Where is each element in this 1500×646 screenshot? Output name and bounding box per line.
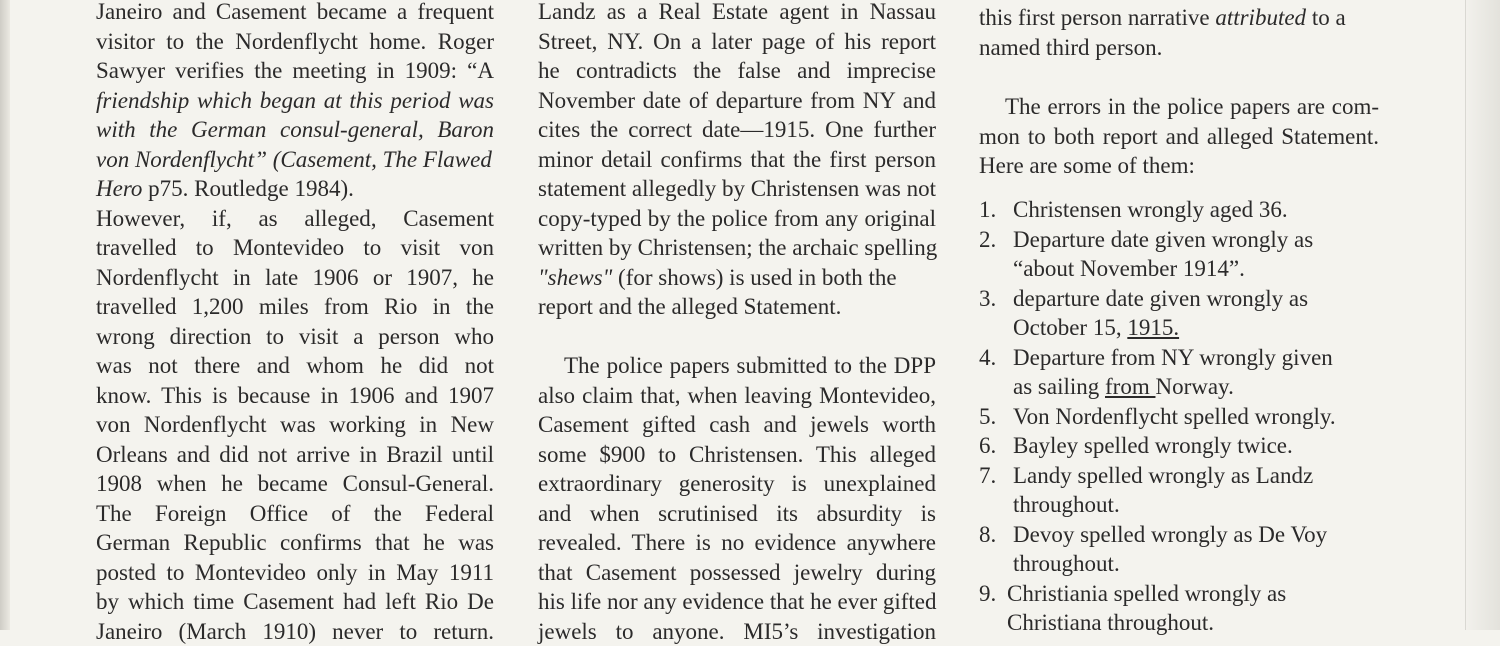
list-number: 4.: [979, 344, 997, 370]
paragraph-line: Casement gifted cash and jewels worth: [538, 412, 936, 437]
cut-off-line: jewels to anyone. MI5’s investigation: [538, 618, 936, 644]
list-text: Christiana throughout.: [1007, 610, 1214, 635]
quote-end: von Nordenflycht”: [96, 146, 267, 172]
list-number: 2.: [979, 226, 997, 252]
list-text: throughout.: [1013, 492, 1120, 517]
paragraph-line: know. This is because in 1906 and 1907: [96, 382, 494, 408]
page-gutter-shadow: [0, 0, 10, 630]
list-text: Christensen wrongly aged 36.: [1013, 197, 1288, 222]
list-number: 8.: [979, 521, 997, 547]
paragraph-line: and when scrutinised its absurdity is: [538, 500, 936, 526]
book-title: (Casement, The Flawed: [272, 146, 492, 172]
paragraph-line: 1908 when he became Consul-General.: [96, 471, 494, 496]
paragraph-line: posted to Montevideo only in May 1911: [96, 559, 494, 585]
page-right-edge: [1465, 0, 1500, 630]
paragraph-line: written by Christensen; the archaic spelling: [538, 235, 938, 260]
paragraph-line: Orleans and did not arrive in Brazil until: [96, 441, 494, 467]
paragraph-line: Here are some of them:: [979, 153, 1195, 178]
list-number: 3.: [979, 285, 997, 311]
paragraph-line: extraordinary generosity is unexplained: [538, 471, 936, 496]
paragraph-line: Street, NY. On a later page of his report: [538, 28, 936, 54]
book-title-end: Hero: [96, 176, 143, 201]
list-number: 6.: [979, 433, 997, 458]
paragraph-line: cites the correct date—1915. One further: [538, 117, 936, 142]
quote-line: friendship which began at this period was: [96, 87, 494, 113]
paragraph-line: The Foreign Office of the Federal: [96, 500, 494, 526]
citation-details: p75. Routledge 1984).: [148, 176, 354, 201]
emphasis: attributed: [1215, 5, 1307, 30]
paragraph-line: November date of departure from NY and: [538, 87, 936, 113]
citation-line: [96, 174, 494, 204]
paragraph-line: German Republic confirms that he was: [96, 530, 494, 555]
paragraph-line: some $900 to Christensen. This alleged: [538, 441, 936, 467]
paragraph-line: named third person.: [979, 34, 1163, 60]
list-text: departure date given wrongly as: [1013, 285, 1309, 311]
paragraph-line: The police papers submitted to the DPP: [564, 353, 936, 378]
paragraph-line: revealed. There is no evidence anywhere: [538, 530, 936, 555]
list-text: throughout.: [1013, 551, 1120, 576]
cut-off-line: Janeiro (March 1910) never to return.: [96, 618, 494, 644]
paragraph-line: this first person narrative attributed to a: [979, 5, 1346, 30]
paragraph-line: also claim that, when leaving Montevideo,: [538, 382, 936, 408]
list-number: 1.: [979, 197, 997, 222]
archaic-spelling: "shews": [538, 264, 613, 290]
paragraph-line: was not there and whom he did not: [96, 353, 494, 378]
paragraph-line: he contradicts the false and imprecise: [538, 58, 936, 83]
paragraph-line: copy-typed by the police from any original: [538, 205, 936, 231]
paragraph-line: report and the alleged Statement.: [538, 294, 842, 319]
list-text: Von Nordenflycht spelled wrongly.: [1013, 403, 1336, 429]
paragraph-line: by which time Casement had left Rio De: [96, 589, 494, 614]
paragraph-line: mon to both report and alleged Statement.: [979, 123, 1379, 149]
paragraph-line: wrong direction to visit a person who: [96, 323, 494, 349]
paragraph-line: Janeiro and Casement became a frequent: [96, 0, 494, 24]
paragraph-line: "shews" (for shows) is used in both the: [538, 264, 897, 290]
list-text: Christiania spelled wrongly as: [1007, 580, 1287, 606]
paragraph-line: However, if, as alleged, Casement: [96, 205, 494, 231]
paragraph-line: his life nor any evidence that he ever gifted: [538, 589, 937, 614]
underlined-text: from: [1105, 374, 1156, 399]
paragraph-line: travelled 1,200 miles from Rio in the: [96, 294, 494, 319]
list-text: October 15, 1915.: [1013, 315, 1180, 340]
list-number: 9.: [979, 580, 997, 606]
list-text: Devoy spelled wrongly as De Voy: [1013, 521, 1328, 547]
paragraph-line: The errors in the police papers are com-: [1005, 94, 1379, 119]
underlined-text: 1915.: [1127, 315, 1180, 340]
paragraph-line: Sawyer verifies the meeting in 1909: “A: [96, 58, 494, 83]
paragraph-line: Landz as a Real Estate agent in Nassau: [538, 0, 936, 24]
paragraph-line: von Nordenflycht was working in New: [96, 412, 494, 437]
list-text: Departure date given wrongly as: [1013, 226, 1314, 252]
list-text: Bayley spelled wrongly twice.: [1013, 433, 1293, 458]
paragraph-line: that Casement possessed jewelry during: [538, 559, 936, 585]
list-number: 7.: [979, 462, 997, 488]
list-text: as sailing from Norway.: [1013, 374, 1234, 399]
paragraph-line: visitor to the Nordenflycht home. Roger: [96, 28, 494, 54]
quote-line: with the German consul-general, Baron: [96, 117, 494, 142]
list-text: “about November 1914”.: [1013, 256, 1245, 281]
paragraph-line: travelled to Montevideo to visit von: [96, 235, 494, 260]
paragraph-line: Nordenflycht in late 1906 or 1907, he: [96, 264, 494, 290]
paragraph-line: statement allegedly by Christensen was not: [538, 176, 936, 201]
list-number: 5.: [979, 403, 997, 429]
paragraph-line: minor detail confirms that the first person: [538, 146, 936, 172]
list-text: Landy spelled wrongly as Landz: [1013, 462, 1314, 488]
list-text: Departure from NY wrongly given: [1013, 344, 1333, 370]
citation-line: [96, 145, 494, 175]
